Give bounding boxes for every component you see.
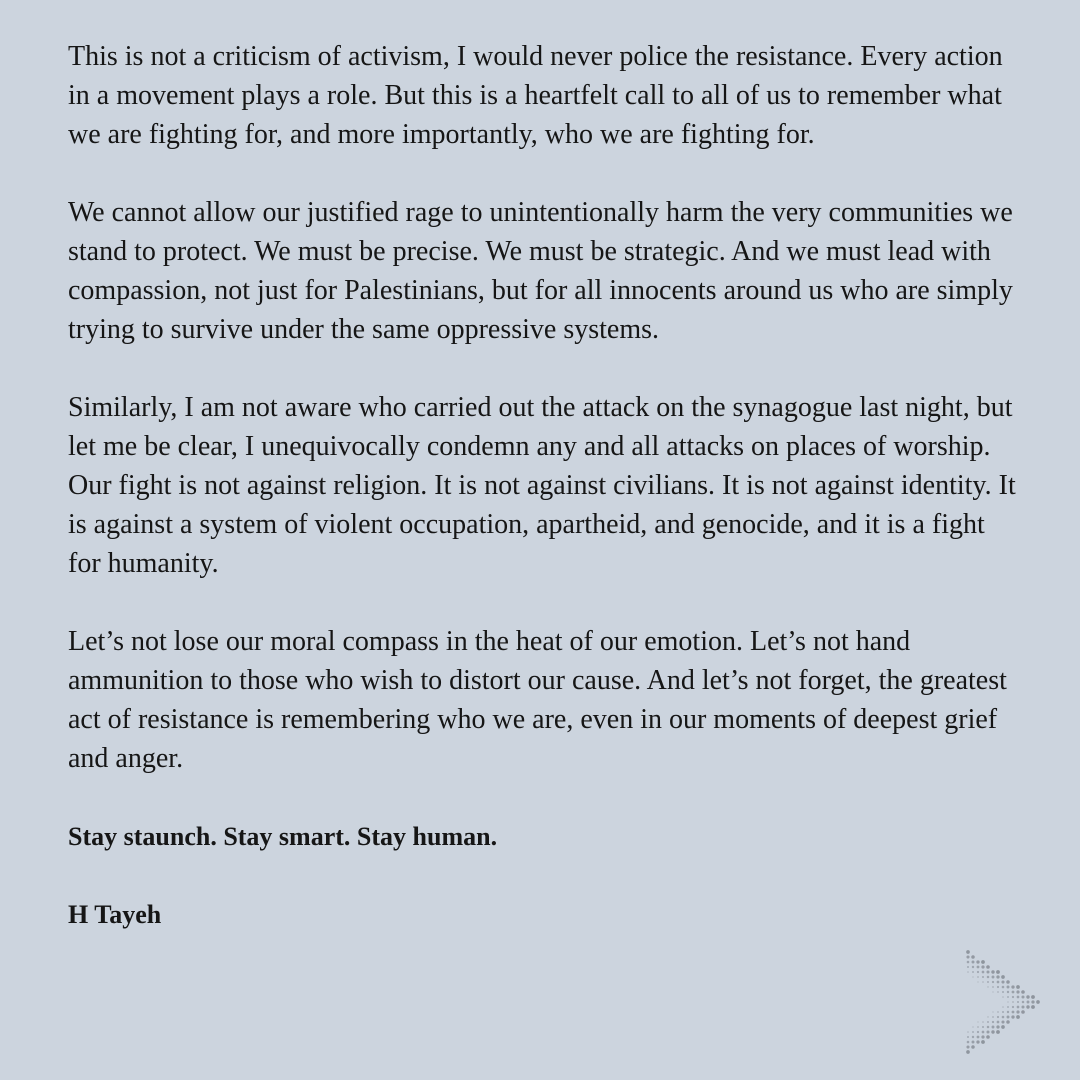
paragraph-4: Let’s not lose our moral compass in the heat of our emotion. Let’s not hand ammunition to those who wish to distort our cause. And let’s not forget, the greatest act of resistance is remembering who we are, even in our moments of deepest grief and anger. <box>68 626 1007 774</box>
paragraph-3: Similarly, I am not aware who carried out the attack on the synagogue last night, but let me be clear, I unequivocally condemn any and all attacks on places of worship. Our fight is not against religion. It is not against civilians. It is not against identity. It is against a system of violent occupation, apartheid, and genocide, and it is a fight for humanity. <box>68 392 1016 579</box>
statement-body <box>68 37 1018 934</box>
paragraph-2: We cannot allow our justified rage to unintentionally harm the very communities we stand to protect. We must be precise. We must be strategic. And we must lead with compassion, not just for Palestinians, but for all innocents around us who are simply trying to survive under the same oppressive systems. <box>68 197 1013 345</box>
paragraph-1: This is not a criticism of activism, I would never police the resistance. Every action in a movement plays a role. But this is a heartfelt call to all of us to remember what we are fighting for, and more importantly, who we are fighting for. <box>68 41 1003 150</box>
signature: H Tayeh <box>68 900 162 929</box>
chevron-right-dotted-icon[interactable] <box>966 950 1048 1054</box>
slogan: Stay staunch. Stay smart. Stay human. <box>68 822 498 851</box>
